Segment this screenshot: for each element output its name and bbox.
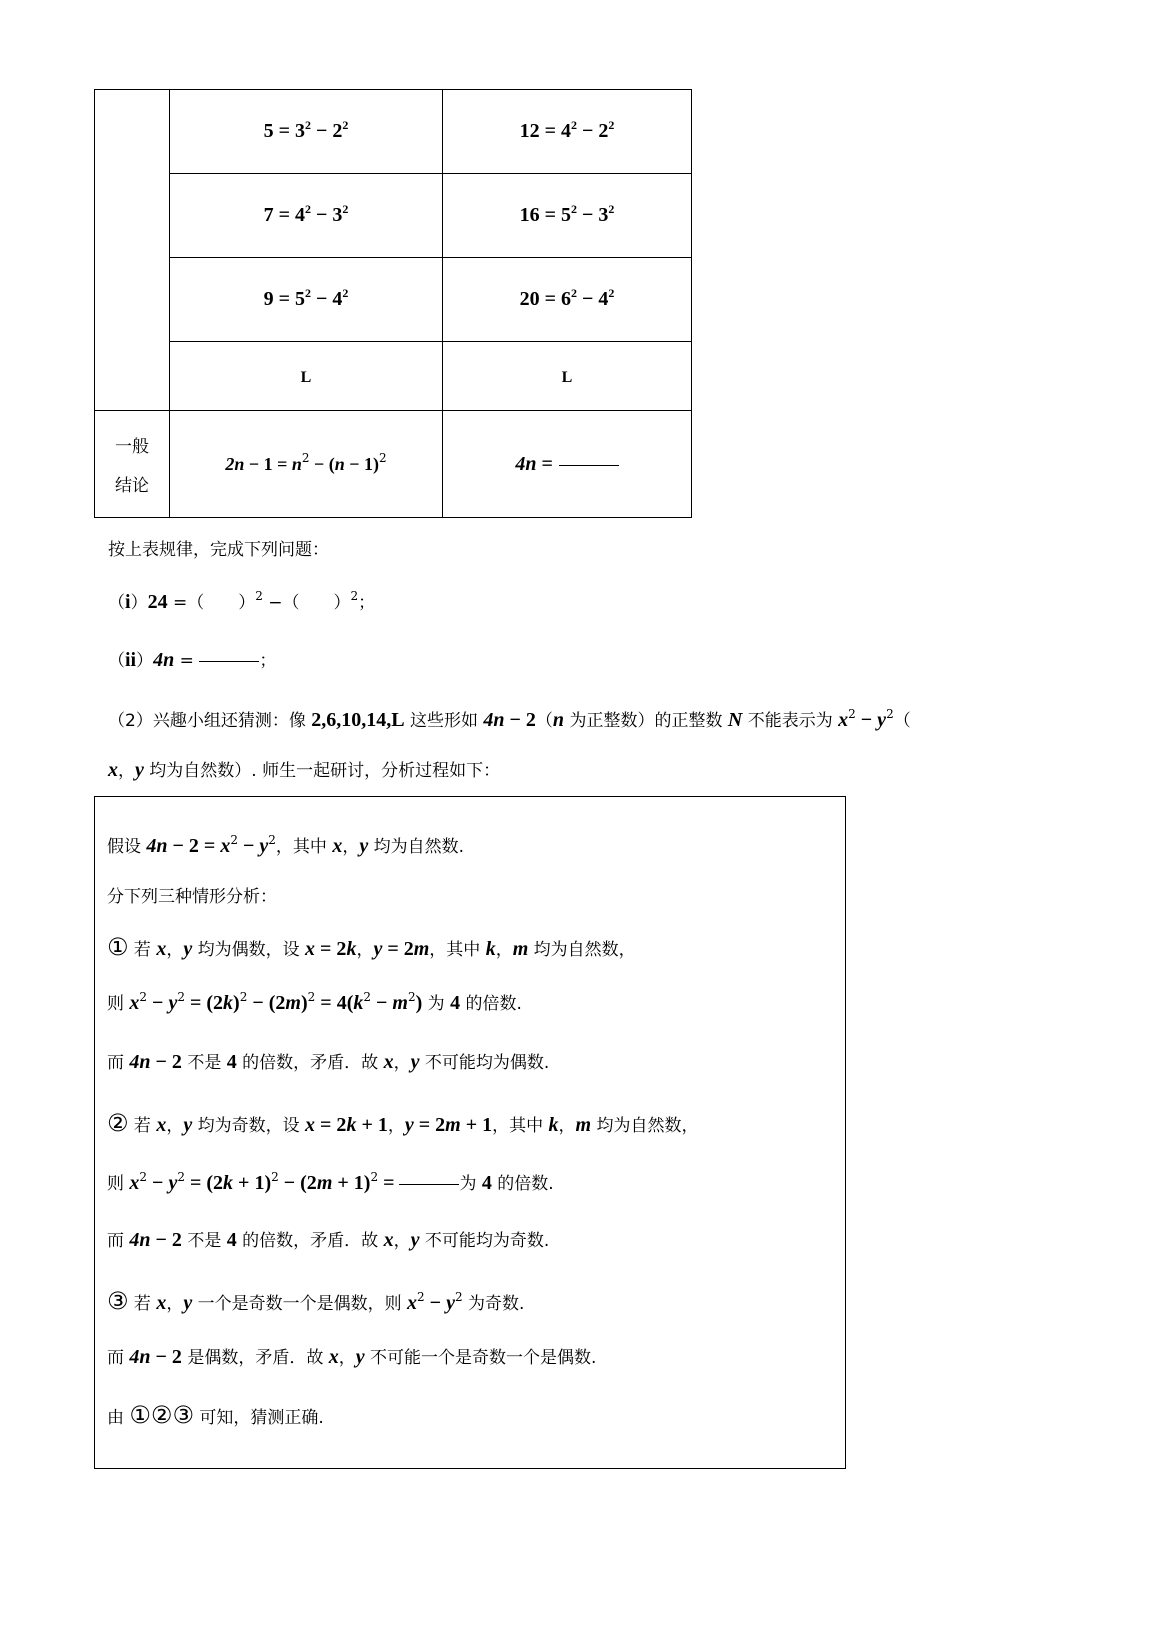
answer-blank[interactable] [559, 464, 619, 466]
proof-line: 而 4n − 2 是偶数，矛盾．故 x，y 不可能一个是奇数一个是偶数. [107, 1346, 597, 1368]
proof-box [94, 796, 846, 1469]
part2-line2: x，y 均为自然数）. 师生一起研讨，分析过程如下： [108, 759, 501, 781]
row-header-empty [95, 90, 170, 411]
proof-line: ③ 若 x，y 一个是奇数一个是偶数，则 $x^2 - y^2$ 为奇数. [107, 1287, 525, 1315]
general-left: $2n - 1 = n^2 - (n - 1)^2$ [170, 411, 443, 518]
general-label: 一般 结论 [95, 411, 170, 518]
proof-line: 由 ①②③ 可知，猜测正确. [107, 1401, 324, 1429]
proof-line: 则 $x^2 - y^2 = (2k + 1)^2 - (2m + 1)^2$ = 为 4 的倍数. [107, 1170, 554, 1194]
pattern-table [94, 89, 692, 518]
proof-line: 而 4n − 2 不是 4 的倍数，矛盾．故 x，y 不可能均为奇数. [107, 1229, 550, 1251]
proof-line: 而 4n − 2 不是 4 的倍数，矛盾．故 x，y 不可能均为偶数. [107, 1051, 550, 1073]
table-cell: $5 = 3^2 - 2^2$ [170, 90, 443, 174]
question-i: （i）24 =（ ）$^2$ −（ ）$^2$； [108, 589, 376, 613]
proof-line: 假设 $4n - 2 = x^2 - y^2$，其中 x，y 均为自然数. [107, 833, 465, 857]
instruction-text: 按上表规律，完成下列问题： [108, 540, 329, 560]
proof-line: ② 若 x，y 均为奇数，设 x = 2k + 1，y = 2m + 1，其中 k，m 均为自然数， [107, 1109, 699, 1137]
table-cell: L [170, 342, 443, 411]
table-cell: $7 = 4^2 - 3^2$ [170, 174, 443, 258]
table-cell: $20 = 6^2 - 4^2$ [443, 258, 692, 342]
question-ii: （ii）4n = ； [108, 649, 277, 671]
table-cell: $9 = 5^2 - 4^2$ [170, 258, 443, 342]
proof-line: ① 若 x，y 均为偶数，设 x = 2k，y = 2m，其中 k，m 均为自然数， [107, 933, 636, 961]
general-right: 4n = [443, 411, 692, 518]
part2-line1: （2）兴趣小组还猜测：像 2,6,10,14,L 这些形如 4n − 2（n 为正整数）的正整数 N 不能表示为 $x^2 - y^2$（ [108, 707, 911, 731]
answer-blank[interactable] [199, 660, 259, 662]
table-cell: $16 = 5^2 - 3^2$ [443, 174, 692, 258]
proof-line: 分下列三种情形分析： [107, 887, 277, 907]
table-cell: $12 = 4^2 - 2^2$ [443, 90, 692, 174]
proof-line: 则 $x^2 - y^2 = (2k)^2 - (2m)^2 = 4(k^2 - m^2)$ 为 4 的倍数. [107, 990, 522, 1014]
answer-blank[interactable] [399, 1183, 459, 1185]
table-cell: L [443, 342, 692, 411]
